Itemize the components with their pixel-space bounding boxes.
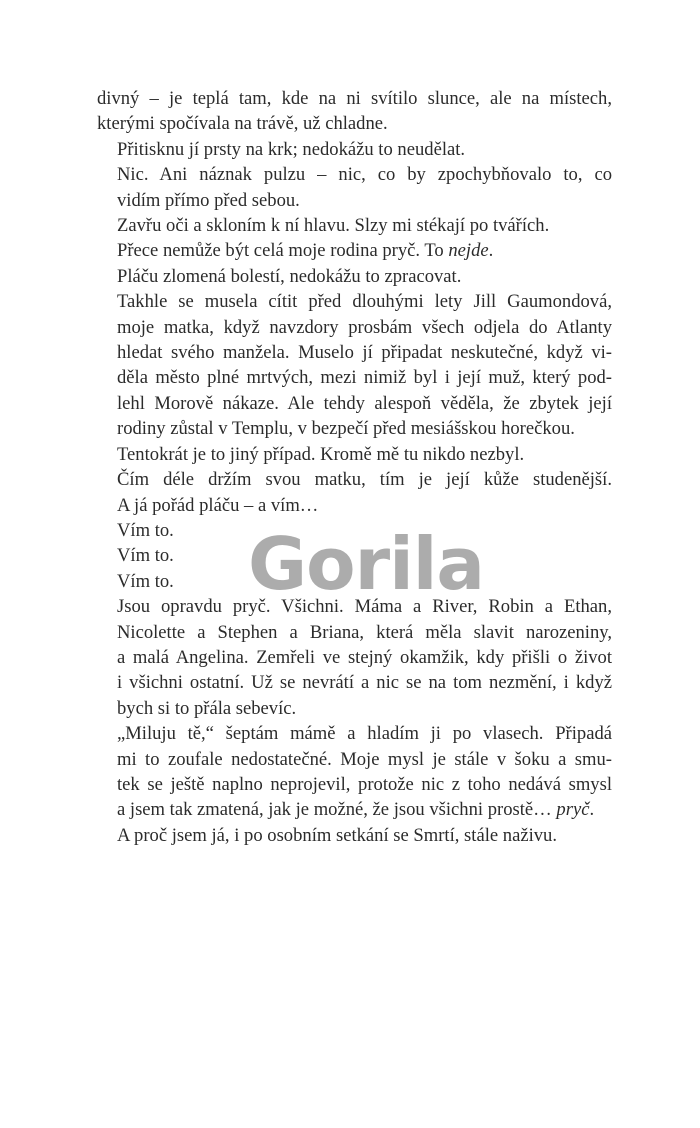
text-line: „Miluju tě,“ šeptám mámě a hladím ji po vlasech. Připadá bbox=[117, 723, 612, 745]
text-line: Vím to. bbox=[117, 519, 174, 541]
paragraph bbox=[97, 467, 612, 518]
paragraph bbox=[97, 721, 612, 823]
paragraph bbox=[97, 543, 612, 568]
text-line: vidím přímo před sebou. bbox=[117, 189, 300, 211]
text-line: i všichni ostatní. Už se nevrátí a nic se na tom nezmění, i když bbox=[117, 672, 612, 694]
text-line: Přitisknu jí prsty na krk; nedokážu to neudělat. bbox=[117, 138, 466, 160]
text-line: mi to zoufale nedostatečné. Moje mysl je stále v šoku a smu- bbox=[117, 748, 612, 770]
text-line: divný – je teplá tam, kde na ni svítilo slunce, ale na místech, bbox=[97, 88, 612, 109]
text-line: Vím to. bbox=[117, 545, 174, 567]
book-page-text bbox=[97, 86, 612, 848]
text-line: Nic. Ani náznak pulzu – nic, co by zpochybňovalo to, co bbox=[117, 164, 612, 186]
text-line: a malá Angelina. Zemřeli ve stejný okamžik, kdy přišli o život bbox=[117, 646, 612, 668]
emphasis: pryč bbox=[556, 799, 590, 821]
text-line: a jsem tak zmatená, jak je možné, že jsou všichni prostě… pryč. bbox=[117, 799, 595, 821]
paragraph bbox=[97, 518, 612, 543]
paragraph bbox=[97, 137, 612, 162]
text-line: tek se ještě naplno neprojevil, protože nic z toho nedává smysl bbox=[117, 773, 612, 795]
paragraph bbox=[97, 238, 612, 263]
text-line: moje matka, když navzdory prosbám všech odjela do Atlanty bbox=[117, 316, 612, 338]
text-line: lehl Morově nákaze. Ale tehdy alespoň věděla, že zbytek její bbox=[117, 392, 612, 414]
text-line: kterými spočívala na trávě, už chladne. bbox=[97, 113, 388, 135]
text-line: Jsou opravdu pryč. Všichni. Máma a River, Robin a Ethan, bbox=[117, 596, 612, 618]
paragraph bbox=[97, 213, 612, 238]
paragraph bbox=[97, 289, 612, 441]
paragraph bbox=[97, 162, 612, 213]
text-line: rodiny zůstal v Templu, v bezpečí před mesiášskou horečkou. bbox=[117, 418, 575, 440]
text-line: Zavřu oči a skloním k ní hlavu. Slzy mi stékají po tvářích. bbox=[117, 215, 550, 237]
text-line: Vím to. bbox=[117, 570, 174, 592]
paragraph bbox=[97, 569, 612, 594]
paragraph bbox=[97, 442, 612, 467]
text-line: Pláču zlomená bolestí, nedokážu to zpracovat. bbox=[117, 265, 462, 287]
paragraph bbox=[97, 594, 612, 721]
text-line: hledat svého manžela. Muselo jí připadat neskutečné, když vi- bbox=[117, 342, 612, 364]
text-line: bych si to přála sebevíc. bbox=[117, 697, 297, 719]
text-line: A já pořád pláču – a vím… bbox=[117, 494, 319, 516]
text-line: děla město plné mrtvých, mezi nimiž byl i její muž, který pod- bbox=[117, 367, 612, 389]
emphasis: nejde bbox=[448, 240, 489, 262]
text-line: Čím déle držím svou matku, tím je její kůže studenější. bbox=[117, 469, 612, 491]
text-line: A proč jsem já, i po osobním setkání se Smrtí, stále naživu. bbox=[117, 824, 557, 846]
watermark-logo: Gorila bbox=[248, 522, 485, 606]
paragraph bbox=[97, 86, 612, 137]
paragraph bbox=[97, 264, 612, 289]
text-line: Nicolette a Stephen a Briana, která měla slavit narozeniny, bbox=[117, 621, 612, 643]
text-line: Přece nemůže být celá moje rodina pryč. To nejde. bbox=[117, 240, 494, 262]
text-line: Takhle se musela cítit před dlouhými lety Jill Gaumondová, bbox=[117, 291, 612, 313]
text-line: Tentokrát je to jiný případ. Kromě mě tu nikdo nezbyl. bbox=[117, 443, 525, 465]
paragraph bbox=[97, 823, 612, 848]
